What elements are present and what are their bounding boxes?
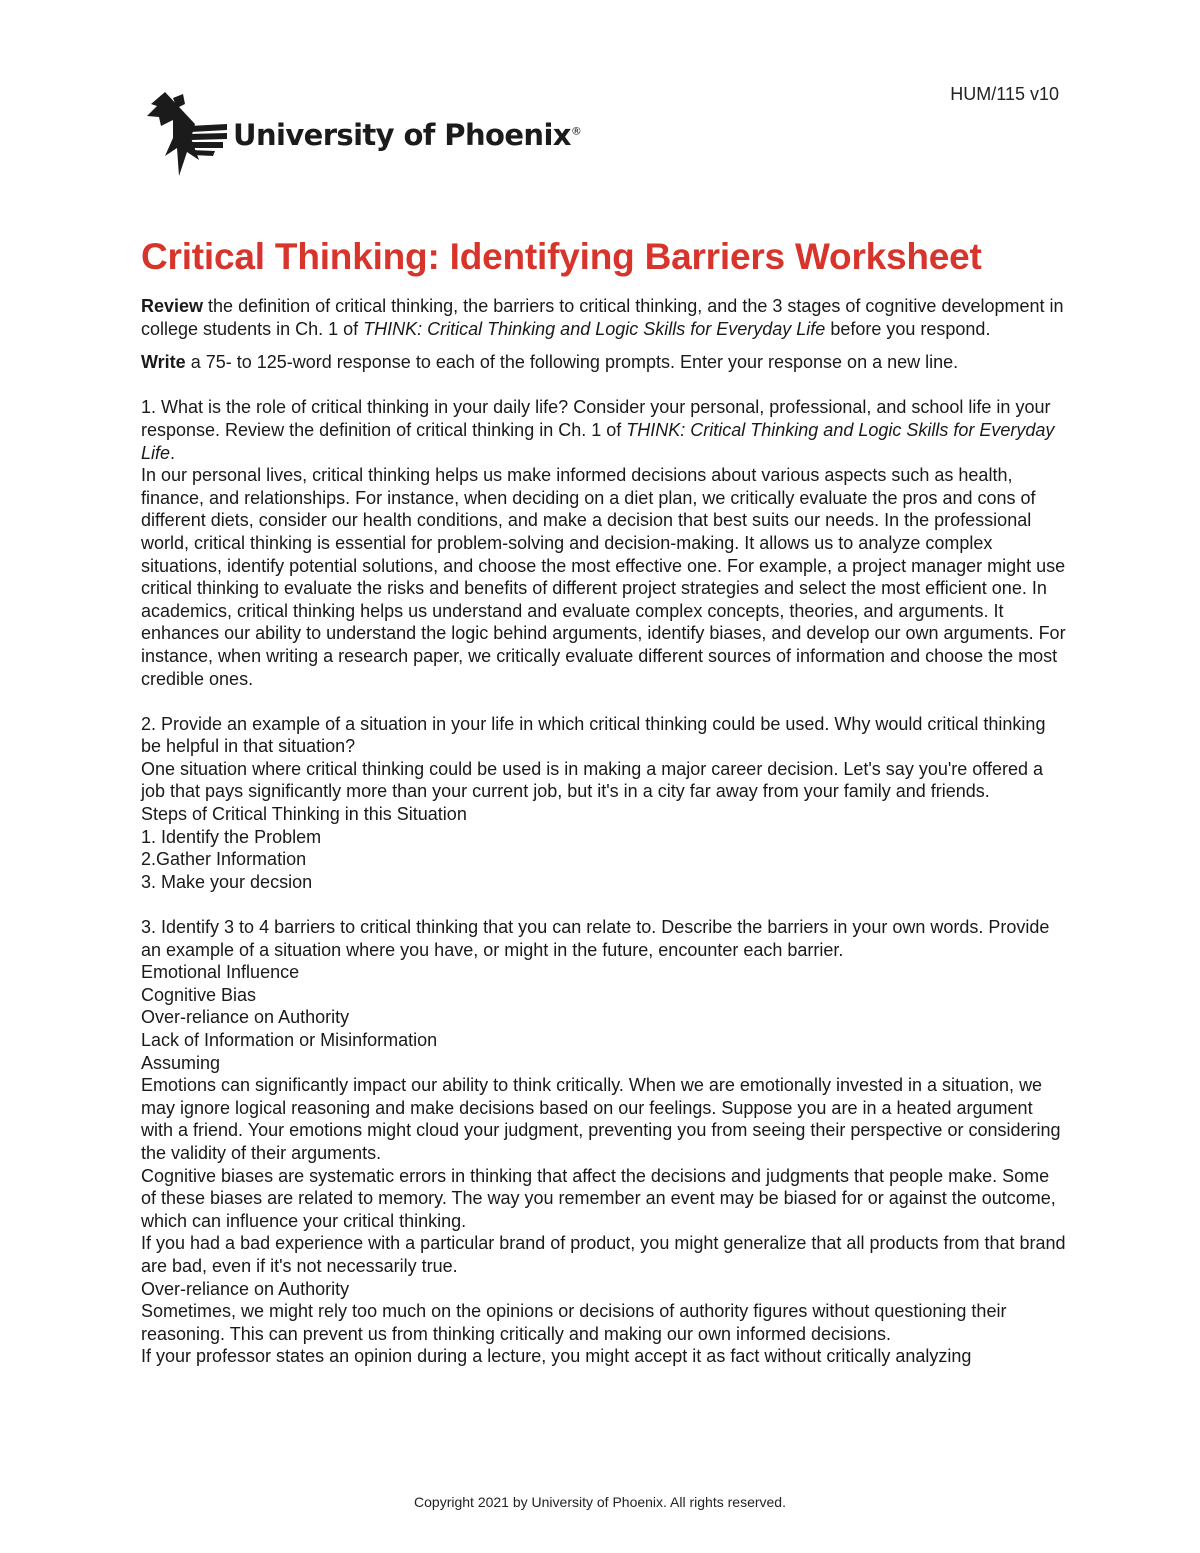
emotions-paragraph: Emotions can significantly impact our ability to think critically. When we are emotionally invested in a situation, we may ignore logical reasoning and make decisions based on our feelings. Suppose you are in a heated argument with a friend. Your emotions might cloud your judgment, preventing you from seeing their perspective or considering the validity of their arguments.	[141, 1075, 1061, 1163]
phoenix-bird-icon	[143, 86, 227, 178]
barrier-item: Lack of Information or Misinformation	[141, 1030, 438, 1050]
question-1-answer: In our personal lives, critical thinking helps us make informed decisions about various aspects such as health, finance, and relationships. For instance, when deciding on a diet plan, we critically evaluate the pros and cons of different diets, consider our health conditions, and make a decision that best suits our needs. In the professional world, critical thinking is essential for problem-solving and decision-making. It allows us to analyze complex situations, identify potential solutions, and choose the most effective one. For example, a project manager might use critical thinking to evaluate the risks and benefits of different project strategies and select the most efficient one. In academics, critical thinking helps us understand and evaluate complex concepts, theories, and arguments. It enhances our ability to understand the logic behind arguments, identify biases, and develop our own arguments. For instance, when writing a research paper, we critically evaluate different sources of information and choose the most credible ones.	[141, 465, 1066, 689]
copyright-footer: Copyright 2021 by University of Phoenix. All rights reserved.	[414, 1494, 786, 1510]
step-item: 2.Gather Information	[141, 849, 307, 870]
authority-paragraph: Sometimes, we might rely too much on the opinions or decisions of authority figures without questioning their reasoning. This can prevent us from thinking critically and making our own informed decisions.	[141, 1301, 1007, 1344]
authority-heading: Over-reliance on Authority	[141, 1278, 350, 1299]
question-2-prompt: 2. Provide an example of a situation in your life in which critical thinking could be used. Why would critical thinking be helpful in that situation?	[141, 713, 1046, 757]
question-3-prompt: 3. Identify 3 to 4 barriers to critical thinking that you can relate to. Describe the barriers in your own words. Provide an example of a situation where you have, or might in the future, encounter each barrier.	[141, 917, 1050, 960]
question-2-answer: One situation where critical thinking could be used is in making a major career decision. Let's say you're offered a job that pays significantly more than your current job, but it's in a city far away from your family and friends.Steps of Critical Thinking in this Situation	[141, 758, 1044, 825]
bias-paragraph: Cognitive biases are systematic errors in thinking that affect the decisions and judgments that people make. Some of these biases are related to memory. The way you remember an event may be biased for or against the outcome, which can influence your critical thinking.	[141, 1165, 1056, 1231]
review-instructions: Review the definition of critical thinking, the barriers to critical thinking, and the 3 stages of cognitive development in college students in Ch. 1 of THINK: Critical Thinking and Logic Skills for Everyday Life before you respond.	[141, 296, 1064, 339]
write-instructions: Write a 75- to 125-word response to each of the following prompts. Enter your response on a new line.	[141, 352, 959, 373]
university-logo	[143, 86, 581, 178]
bias-example-paragraph: If you had a bad experience with a particular brand of product, you might generalize that all products from that brand are bad, even if it's not necessarily true.	[141, 1233, 1066, 1276]
barrier-item: Assuming	[141, 1052, 221, 1073]
logo-wordmark: University of Phoenix®	[233, 118, 582, 152]
barrier-item: Cognitive Bias	[141, 984, 257, 1005]
page-title: Critical Thinking: Identifying Barriers Worksheet	[141, 236, 982, 277]
steps-heading: Steps of Critical Thinking in this Situation	[141, 804, 467, 825]
question-1-prompt: 1. What is the role of critical thinking in your daily life? Consider your personal, professional, and school life in your response. Review the definition of critical thinking in Ch. 1 of THINK: Critical Thinking and Logic Skills for Everyday Life.	[141, 397, 1055, 463]
step-item: 1. Identify the Problem	[141, 826, 322, 847]
authority-example-paragraph: If your professor states an opinion during a lecture, you might accept it as fact without critically analyzing	[141, 1346, 972, 1367]
barrier-item: Emotional Influence	[141, 962, 300, 983]
worksheet-body	[141, 295, 1066, 1368]
step-item: 3. Make your decsion	[141, 871, 313, 892]
barrier-item: Over-reliance on Authority	[141, 1007, 350, 1028]
course-code: HUM/115 v10	[950, 84, 1059, 104]
